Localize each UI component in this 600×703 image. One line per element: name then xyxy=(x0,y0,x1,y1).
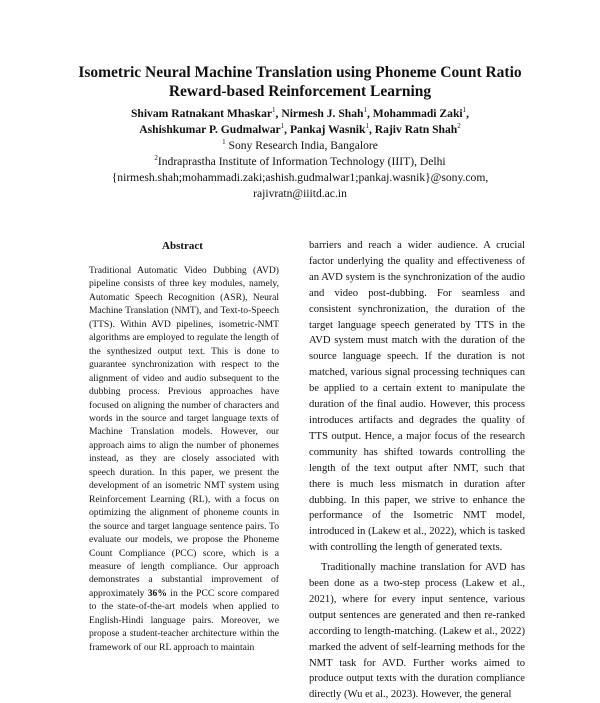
author-affiliation-mark: 1 xyxy=(462,106,467,115)
author-name: Pankaj Wasnik xyxy=(289,123,366,136)
abstract-text: in the PCC score compared to the state-of-the-art models when applied to English-Hindi language pairs. Moreover, we propose a student-teacher architecture within the framework of our RL approach to maintain xyxy=(89,587,279,653)
author-name: Mohammadi Zaki xyxy=(372,107,463,120)
author-separator: , xyxy=(284,123,290,136)
affiliation-mark: 1 xyxy=(222,138,226,147)
authors-line-2 xyxy=(40,122,560,138)
author-affiliation-mark: 2 xyxy=(457,122,461,131)
abstract-text: Traditional Automatic Video Dubbing (AVD) pipeline consists of three key modules, namely, Automatic Speech Recognition (ASR), Neural Machine Translation (NMT), and Text-to-Speech (TTS). Within AVD pipelines, isometric-NMT algorithms are employed to regulate the length of the synthesized output text. This is done to guarantee synchronization with respect to the alignment of video and audio subsequent to the dubbing process. Previous approaches have focused on aligning the number of characters and words in the source and target language texts of Machine Translation models. However, our approach aims to align the number of phonemes instead, as they are closely associated with speech duration. In this paper, we present the development of an isometric NMT system using Reinforcement Learning (RL), with a focus on optimizing the alignment of phoneme counts in the source and target language sentence pairs. To evaluate our models, we propose the Phoneme Count Compliance (PCC) score, which is a measure of length compliance. Our approach demonstrates a substantial improvement of approximately xyxy=(89,265,279,599)
affiliation-mark: 2 xyxy=(154,154,158,163)
author-affiliation-mark: 1 xyxy=(272,106,276,115)
author-affiliation-mark: 1 xyxy=(365,122,369,131)
authors-line-1 xyxy=(40,106,560,122)
abstract-paragraph xyxy=(89,264,279,654)
author-name: Nirmesh J. Shah xyxy=(281,107,364,120)
author-affiliation-mark: 1 xyxy=(280,122,285,131)
author-separator: , xyxy=(275,107,282,120)
author-separator: , xyxy=(466,107,470,120)
author-name: Ashishkumar P. Gudmalwar xyxy=(139,123,281,136)
title-line-2: Reward-based Reinforcement Learning xyxy=(168,83,432,100)
title-line-1: Isometric Neural Machine Translation using Phoneme Count Ratio xyxy=(78,64,522,81)
affiliation-text: Sony Research India, Bangalore xyxy=(228,139,378,152)
abstract-highlight: 36% xyxy=(147,587,167,599)
author-separator: , xyxy=(368,123,375,136)
author-block xyxy=(40,106,560,202)
author-emails-2: rajivratn@iiitd.ac.in xyxy=(253,187,347,200)
intro-paragraph-2: Traditionally machine translation for AVD has been done as a two-step process (Lakew et al., 2021), where for every input sentence, various output sentences are generated and then re-ranked according to length-matching. (Lakew et al., 2022) marked the advent of self-learning methods for the NMT task for AVD. Further works aimed to produce output texts with the duration compliance directly (Wu et al., 2023). However, the general xyxy=(309,562,525,701)
author-name: Rajiv Ratn Shah xyxy=(374,123,458,136)
introduction-body xyxy=(309,238,525,703)
abstract-heading: Abstract xyxy=(162,240,203,252)
author-affiliation-mark: 1 xyxy=(363,106,367,115)
affiliation-text: Indraprastha Institute of Information Technology (IIIT), Delhi xyxy=(157,155,446,168)
affiliation-1 xyxy=(40,138,560,154)
author-separator: , xyxy=(366,107,373,120)
author-emails-1: {nirmesh.shah;mohammadi.zaki;ashish.gudmalwar1;pankaj.wasnik}@sony.com, xyxy=(111,171,489,184)
paper-title xyxy=(40,63,560,101)
abstract-body xyxy=(89,264,279,654)
intro-paragraph-1: barriers and reach a wider audience. A crucial factor underlying the quality and effectiveness of an AVD system is the synchronization of the audio and video post-dubbing. For seamless and consistent synchronization, the duration of the target language speech generated by TTS in the AVD system must match with the duration of the source language speech. If the duration is not matched, various signal processing techniques can be applied to a certain extent to manipulate the duration of the final audio. However, this process introduces artifacts and degrades the quality of TTS output. Hence, a major focus of the research community has shifted towards controlling the length of the text output after NMT, such that there is much less mismatch in duration after dubbing. In this paper, we strive to enhance the performance of the Isometric NMT model, introduced in (Lakew et al., 2022), which is tasked with controlling the length of generated texts. xyxy=(309,240,525,554)
affiliation-2 xyxy=(40,154,560,170)
author-name: Shivam Ratnakant Mhaskar xyxy=(130,107,273,120)
